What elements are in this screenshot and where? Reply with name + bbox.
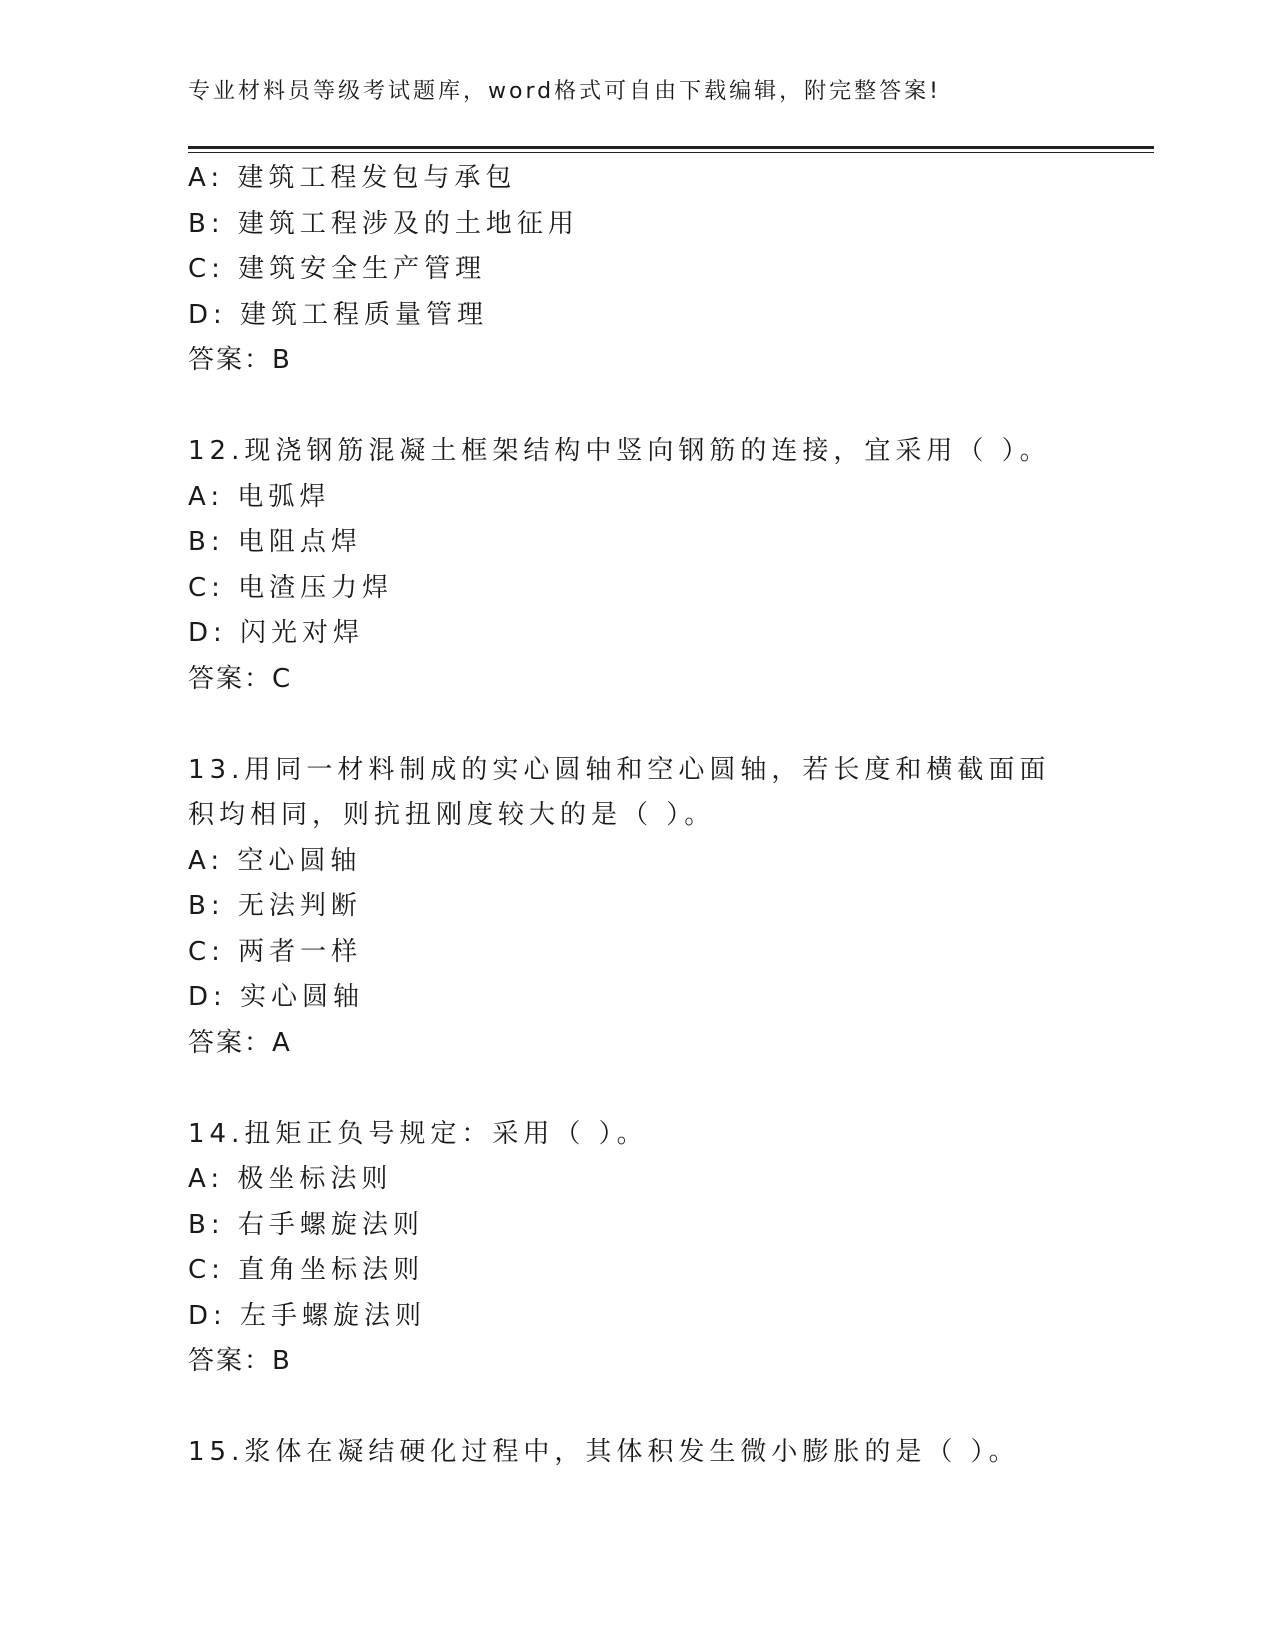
option-b: B: 电阻点焊 xyxy=(188,527,362,557)
option-c: C: 电渣压力焊 xyxy=(188,572,394,603)
option-c: C: 两者一样 xyxy=(188,936,363,967)
option-a: A: 电弧焊 xyxy=(188,481,331,512)
question-text: 14.扭矩正负号规定：采用（ ）。 xyxy=(188,1118,648,1149)
header-rule-thin xyxy=(188,152,1154,153)
option-d: D: 闪光对焊 xyxy=(188,618,365,648)
option-d: D: 左手螺旋法则 xyxy=(188,1300,427,1331)
option-c: C: 建筑安全生产管理 xyxy=(188,254,487,284)
option-b: B: 右手螺旋法则 xyxy=(188,1209,424,1240)
question-block xyxy=(188,1430,1088,1476)
question-text: 12.现浇钢筋混凝土框架结构中竖向钢筋的连接，宜采用（ ）。 xyxy=(188,436,1051,466)
page-header: 专业材料员等级考试题库，word格式可自由下载编辑，附完整答案! xyxy=(188,79,941,104)
option-a: A: 极坐标法则 xyxy=(188,1164,393,1194)
option-a: A: 建筑工程发包与承包 xyxy=(188,163,517,193)
answer: 答案：B xyxy=(188,1346,292,1376)
option-b: B: 无法判断 xyxy=(188,891,362,921)
question-block xyxy=(188,1112,1088,1385)
question-list xyxy=(188,156,1088,1476)
option-a: A: 空心圆轴 xyxy=(188,845,362,876)
header-rule-thick xyxy=(188,146,1154,149)
answer: 答案：A xyxy=(188,1027,292,1058)
option-b: B: 建筑工程涉及的土地征用 xyxy=(188,208,579,239)
question-text: 13.用同一材料制成的实心圆轴和空心圆轴，若长度和横截面面积均相同，则抗扭刚度较大的是（ ）。 xyxy=(188,754,1051,830)
answer: 答案：C xyxy=(188,663,293,694)
option-c: C: 直角坐标法则 xyxy=(188,1255,425,1285)
question-block xyxy=(188,156,1088,384)
question-block xyxy=(188,748,1088,1067)
question-block xyxy=(188,429,1088,702)
answer: 答案：B xyxy=(188,345,292,375)
option-d: D: 实心圆轴 xyxy=(188,982,365,1012)
question-text: 15.浆体在凝结硬化过程中，其体积发生微小膨胀的是（ ）。 xyxy=(188,1437,1020,1467)
option-d: D: 建筑工程质量管理 xyxy=(188,299,489,330)
